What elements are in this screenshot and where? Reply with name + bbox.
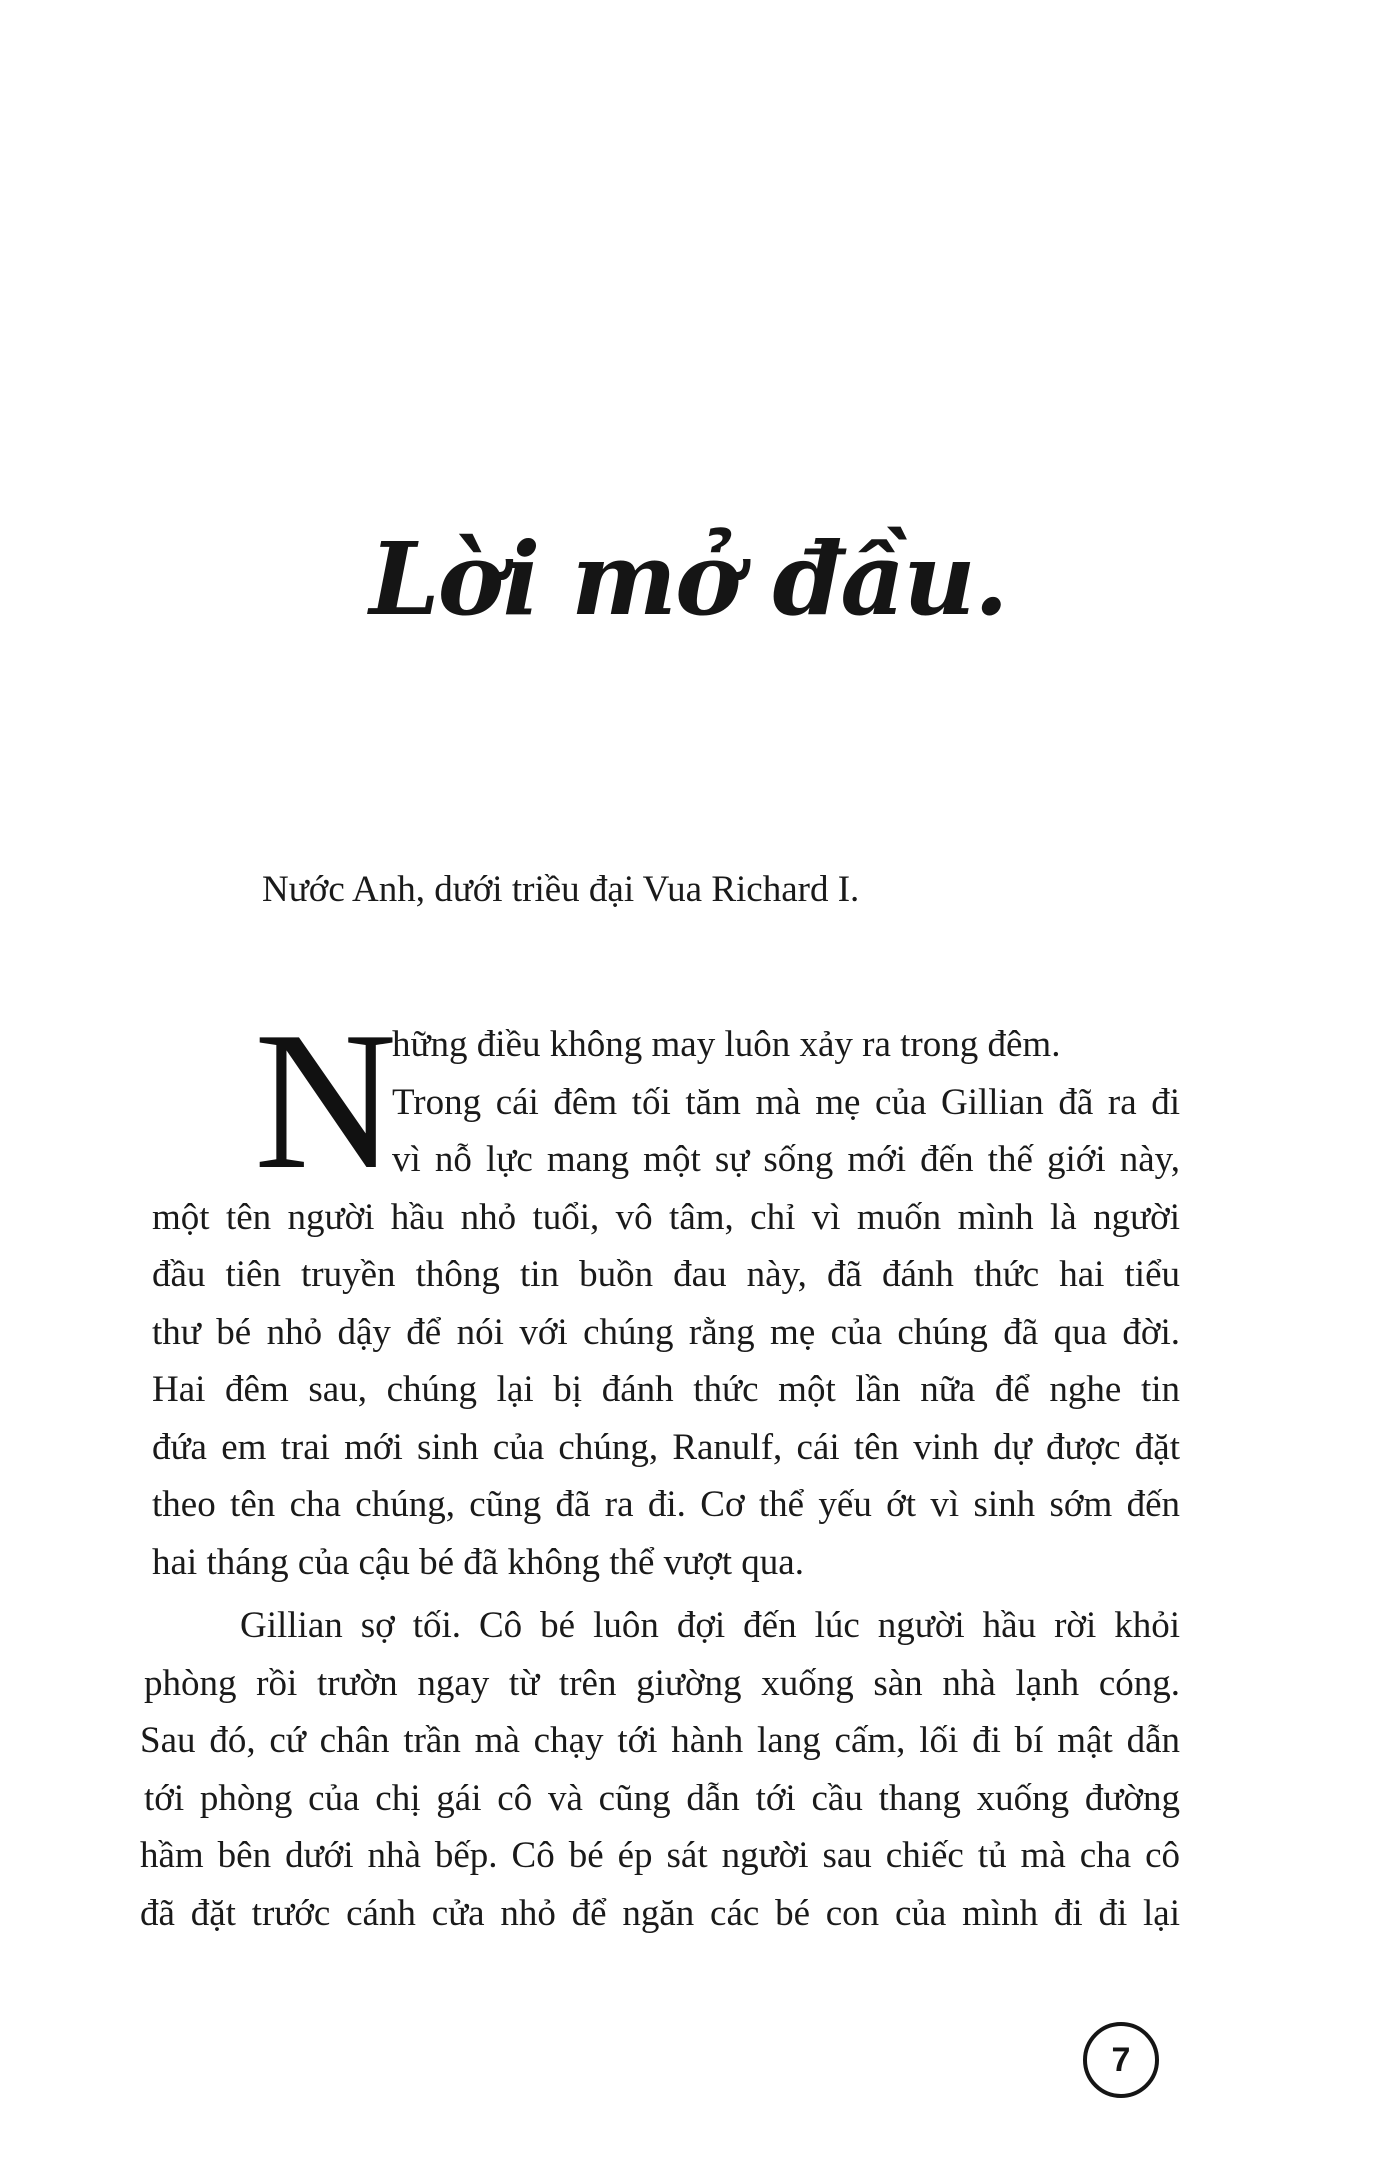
body-text (140, 991, 1180, 1942)
paragraph-1 (140, 991, 1180, 1591)
text-line: một tên người hầu nhỏ tuổi, vô tâm, chỉ vì muốn mình là người (152, 1196, 1180, 1238)
text-line: tới phòng của chị gái cô và cũng dẫn tới cầu thang xuống đường (144, 1777, 1180, 1819)
text-line: Sau đó, cứ chân trần mà chạy tới hành lang cấm, lối đi bí mật dẫn (140, 1720, 1180, 1761)
text-line: thư bé nhỏ dậy để nói với chúng rằng mẹ của chúng đã qua đời. (152, 1311, 1180, 1353)
text-line: Hai đêm sau, chúng lại bị đánh thức một lần nữa để nghe tin (152, 1369, 1180, 1410)
text-line: Trong cái đêm tối tăm mà mẹ của Gillian đã ra đi (392, 1081, 1180, 1123)
text-line: hầm bên dưới nhà bếp. Cô bé ép sát người sau chiếc tủ mà cha cô (140, 1835, 1180, 1876)
text-line: đứa em trai mới sinh của chúng, Ranulf, cái tên vinh dự được đặt (152, 1426, 1180, 1468)
text-line: Gillian sợ tối. Cô bé luôn đợi đến lúc người hầu rời khỏi (240, 1605, 1180, 1646)
paragraph-1-lines (140, 1189, 1180, 1592)
paragraph-2 (140, 1597, 1180, 1942)
chapter-title: Lời mở đầu. (369, 520, 1007, 638)
drop-cap: N (254, 991, 397, 1210)
page-number: 7 (1083, 2022, 1159, 2098)
text-line: đầu tiên truyền thông tin buồn đau này, đã đánh thức hai tiểu (152, 1254, 1180, 1295)
text-line: theo tên cha chúng, cũng đã ra đi. Cơ thể yếu ớt vì sinh sớm đến (152, 1484, 1180, 1525)
text-line: phòng rồi trườn ngay từ trên giường xuống sàn nhà lạnh cóng. (144, 1662, 1180, 1704)
text-line: hững điều không may luôn xảy ra trong đêm. (392, 1024, 1061, 1065)
text-line: hai tháng của cậu bé đã không thể vượt qua. (152, 1541, 804, 1583)
setting-line: Nước Anh, dưới triều đại Vua Richard I. (262, 869, 860, 910)
text-line: vì nỗ lực mang một sự sống mới đến thế giới này, (392, 1139, 1180, 1180)
text-line: đã đặt trước cánh cửa nhỏ để ngăn các bé con của mình đi đi lại (140, 1892, 1180, 1934)
